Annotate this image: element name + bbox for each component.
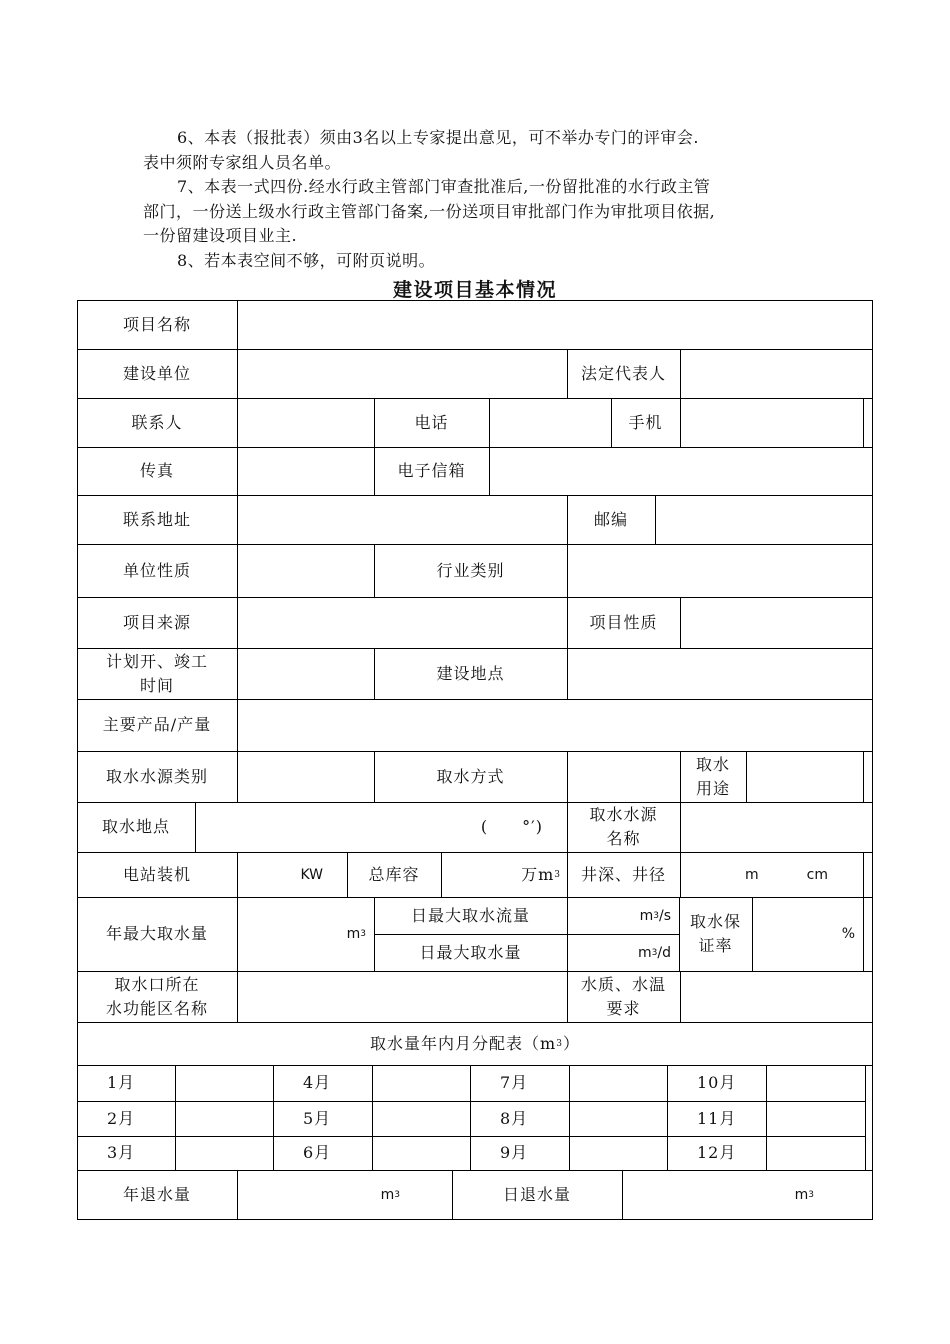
monthly-title-close: ） [562, 1033, 580, 1053]
label-quality [567, 971, 680, 1022]
phone-field[interactable] [490, 398, 611, 447]
label-project-name: 项目名称 [122, 314, 191, 334]
label-water-source-type: 取水水源类别 [105, 766, 208, 786]
quality-field[interactable] [681, 971, 872, 1022]
label-guarantee [679, 897, 752, 971]
month-field[interactable] [176, 1065, 273, 1101]
label-annual-return: 年退水量 [122, 1185, 191, 1204]
note-6-cont: 表中须附专家组人员名单。 [143, 152, 342, 172]
label-planned-time-line2: 时间 [139, 675, 174, 695]
month-label: 9月 [500, 1143, 529, 1162]
month-field[interactable] [373, 1101, 470, 1136]
label-source-name [567, 802, 680, 852]
build-site-field[interactable] [568, 648, 872, 699]
label-email: 电子信箱 [397, 461, 466, 480]
label-mobile: 手机 [628, 412, 663, 432]
zone-field[interactable] [238, 971, 567, 1022]
label-intake-use-line1: 取水 [695, 754, 730, 774]
label-source-name-line1: 取水水源 [589, 805, 658, 824]
daily-return-unit: m [794, 1187, 809, 1203]
label-source-name-line2: 名称 [606, 829, 641, 848]
label-industry: 行业类别 [436, 560, 505, 580]
label-guarantee-line1: 取水保 [689, 912, 741, 931]
project-nature-field[interactable] [681, 597, 872, 648]
label-well: 井深、井径 [580, 864, 666, 884]
legal-rep-field[interactable] [681, 349, 872, 398]
annual-return-unit: m [380, 1187, 395, 1203]
month-label: 2月 [107, 1108, 136, 1128]
well-unit-cm: cm [806, 866, 828, 883]
label-station: 电站装机 [122, 864, 191, 884]
project-source-field[interactable] [238, 597, 567, 648]
daily-max-flow-unit-a: m [639, 907, 654, 924]
month-field[interactable] [176, 1136, 273, 1170]
month-label: 11月 [697, 1108, 737, 1128]
label-phone: 电话 [414, 412, 449, 432]
label-planned-time [77, 648, 237, 699]
label-build-unit: 建设单位 [122, 363, 191, 383]
annual-max-unit: m [346, 926, 361, 942]
planned-time-field[interactable] [238, 648, 374, 699]
label-zone-line1: 取水口所在 [114, 974, 200, 994]
contact-field[interactable] [238, 398, 374, 447]
month-label: 1月 [107, 1073, 136, 1092]
label-address: 联系地址 [122, 509, 191, 529]
notes [143, 126, 823, 273]
intake-method-field[interactable] [568, 751, 680, 802]
note-8: 8、若本表空间不够，可附页说明。 [177, 250, 436, 270]
daily-max-unit-a: m [638, 944, 652, 961]
monthly-title-text: 取水量年内月分配表（m [370, 1033, 557, 1053]
month-field[interactable] [767, 1136, 865, 1170]
label-zone-line2: 水功能区名称 [105, 998, 208, 1018]
source-name-field[interactable] [681, 802, 872, 852]
section-title: 建设项目基本情况 [392, 279, 557, 301]
month-label: 4月 [303, 1073, 332, 1092]
capacity-unit[interactable]: 万m 3 [442, 852, 567, 897]
label-project-source: 项目来源 [122, 612, 191, 632]
label-intake-method: 取水方式 [436, 766, 505, 786]
month-field[interactable] [373, 1065, 470, 1101]
label-annual-max: 年最大取水量 [105, 924, 208, 943]
month-field[interactable] [767, 1101, 865, 1136]
note-7: 7、本表一式四份.经水行政主管部门审查批准后,一份留批准的水行政主管 [177, 177, 711, 196]
note-7-cont2: 一份留建设项目业主. [143, 226, 298, 245]
intake-use-field[interactable] [747, 751, 863, 802]
note-7-cont: 部门，一份送上级水行政主管部门备案,一份送项目审批部门作为审批项目依据, [143, 201, 716, 221]
fax-field[interactable] [238, 447, 374, 495]
postcode-field[interactable] [656, 495, 872, 544]
intake-site-coord[interactable]: ( °′) [480, 817, 543, 836]
month-field[interactable] [570, 1065, 667, 1101]
daily-max-field[interactable]: m 3 /d [568, 934, 679, 971]
month-label: 10月 [697, 1073, 737, 1092]
label-quality-line1: 水质、水温 [580, 974, 666, 994]
industry-field[interactable] [568, 544, 872, 597]
address-field[interactable] [238, 495, 567, 544]
month-field[interactable] [373, 1136, 470, 1170]
month-field[interactable] [767, 1065, 865, 1101]
mobile-field[interactable] [681, 398, 863, 447]
label-quality-line2: 要求 [606, 998, 641, 1018]
label-capacity: 总库容 [368, 864, 420, 884]
label-guarantee-line2: 证率 [698, 936, 733, 955]
month-label: 12月 [697, 1143, 737, 1162]
annual-return-field[interactable]: m 3 [238, 1170, 452, 1220]
annual-max-field[interactable]: m 3 [238, 897, 374, 971]
daily-max-flow-field[interactable]: m 3 /s [568, 897, 679, 934]
label-daily-return: 日退水量 [502, 1185, 571, 1204]
label-zone [77, 971, 237, 1022]
label-project-nature: 项目性质 [589, 612, 658, 632]
label-contact: 联系人 [131, 412, 183, 432]
monthly-table-title: 取水量年内月分配表（m 3 ） [77, 1022, 873, 1065]
month-label: 3月 [107, 1143, 136, 1162]
label-daily-max-flow: 日最大取水流量 [410, 905, 530, 925]
label-daily-max: 日最大取水量 [419, 942, 522, 962]
label-product: 主要产品/产量 [102, 715, 212, 734]
project-name-field[interactable] [238, 300, 872, 349]
daily-max-flow-unit-b: /s [658, 907, 671, 924]
guarantee-field[interactable]: % [841, 926, 855, 942]
label-postcode: 邮编 [593, 509, 628, 529]
daily-return-field[interactable]: m 3 [623, 1170, 872, 1220]
label-legal-rep: 法定代表人 [580, 363, 666, 383]
month-field[interactable] [176, 1101, 273, 1136]
label-intake-use-line2: 用途 [695, 778, 730, 798]
month-label: 8月 [500, 1108, 529, 1128]
month-label: 7月 [500, 1073, 529, 1092]
month-field[interactable] [570, 1136, 667, 1170]
month-field[interactable] [570, 1101, 667, 1136]
well-units[interactable] [681, 852, 863, 897]
label-build-site: 建设地点 [436, 663, 505, 683]
note-6: 6、本表（报批表）须由3名以上专家提出意见，可不举办专门的评审会. [177, 128, 699, 147]
label-intake-site: 取水地点 [101, 817, 170, 836]
label-intake-use [680, 751, 746, 802]
label-planned-time-line1: 计划开、竣工 [105, 651, 208, 671]
label-fax: 传真 [139, 461, 174, 480]
unit-nature-field[interactable] [238, 544, 374, 597]
capacity-unit-text: 万m [521, 864, 555, 884]
build-unit-field[interactable] [238, 349, 567, 398]
month-label: 5月 [303, 1108, 332, 1128]
station-unit[interactable]: KW [300, 866, 323, 883]
water-source-type-field[interactable] [238, 751, 374, 802]
label-unit-nature: 单位性质 [122, 560, 191, 580]
email-field[interactable] [490, 447, 872, 495]
product-field[interactable] [238, 699, 872, 751]
daily-max-unit-b: /d [657, 944, 671, 961]
well-unit-m: m [745, 866, 759, 883]
month-label: 6月 [303, 1143, 332, 1162]
